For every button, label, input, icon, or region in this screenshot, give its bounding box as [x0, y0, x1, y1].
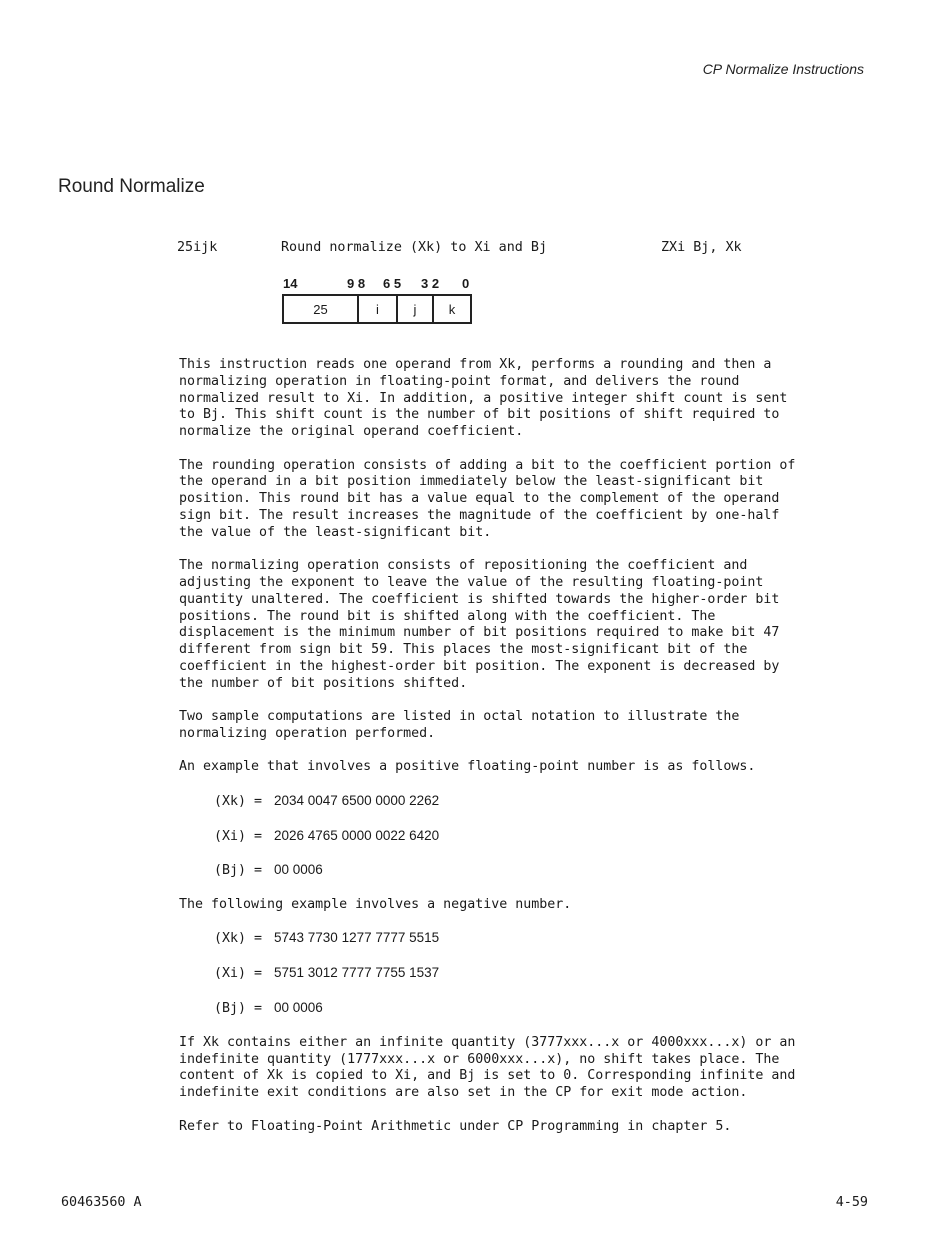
register-value: 00 0006: [274, 1000, 323, 1016]
paragraph-description: This instruction reads one operand from Xk, performs a rounding and then a normalizing operation in floating-point format, and delivers the round normalized result to Xi. In addition, a positive integer shift count is sent to Bj. This shift count is the number of bit positions of shift required to normalize the original operand coefficient.: [179, 357, 788, 440]
document-number: 60463560 A: [61, 1195, 142, 1210]
bit-number: 3 2: [421, 276, 440, 291]
paragraph-positive-example: An example that involves a positive floating-point number is as follows.: [179, 759, 756, 775]
running-header: CP Normalize Instructions: [702, 61, 864, 77]
register-value: 00 0006: [274, 862, 323, 878]
i-field: i: [359, 296, 398, 322]
paragraph-rounding: The rounding operation consists of adding a bit to the coefficient portion of the operand in a bit position immediately below the least-significant bit position. This round bit has a value equal to the complement of the operand sign bit. The result increases the magnitude of the coefficient by one-half the value of the least-significant bit.: [179, 457, 796, 540]
instruction-code: 25ijk: [177, 240, 218, 255]
k-field: k: [448, 301, 456, 317]
example-line: [179, 828, 869, 846]
example-line: [179, 930, 869, 948]
example-positive: [179, 793, 869, 880]
example-line: [179, 1000, 869, 1018]
register-label: (Xk) =: [214, 931, 263, 947]
register-label: (Xi) =: [214, 966, 263, 982]
example-line: [179, 862, 869, 880]
paragraph-infinite-indefinite: If Xk contains either an infinite quantity (3777xxx...x or 4000xxx...x) or an indefinite quantity (1777xxx...x or 6000xxx...x), no shift takes place. The content of Xk is copied to Xi, and Bj is set to 0. Corresponding infinite and indefinite exit conditions are also set in the CP for exit mode action.: [179, 1034, 796, 1101]
paragraph-samples-intro: Two sample computations are listed in octal notation to illustrate the normalizing operation performed.: [179, 709, 740, 741]
register-label: (Bj) =: [214, 1001, 263, 1017]
register-value: 2026 4765 0000 0022 6420: [274, 827, 440, 843]
bit-number: 6 5: [383, 276, 402, 291]
page-number: 4-59: [835, 1195, 868, 1210]
bit-number: 0: [462, 276, 470, 291]
bit-number: 9 8: [347, 276, 366, 291]
paragraph-normalizing: The normalizing operation consists of repositioning the coefficient and adjusting the exponent to leave the value of the resulting floating-point quantity unaltered. The coefficient is shifted towards the higher-order bit positions. The round bit is shifted along with the coefficient. The displacement is the minimum number of bit positions required to make bit 47 different from sign bit 59. This places the most-significant bit of the coefficient in the highest-order bit position. The exponent is decreased by the number of bit positions shifted.: [179, 558, 780, 691]
instruction-description: Round normalize (Xk) to Xi and Bj: [281, 240, 548, 255]
j-field: j: [398, 296, 434, 322]
instruction-syntax: ZXi Bj, Xk: [661, 240, 742, 255]
bit-number: 14: [283, 276, 298, 291]
paragraph-reference: Refer to Floating-Point Arithmetic under CP Programming in chapter 5.: [179, 1118, 732, 1134]
register-value: 5743 7730 1277 7777 5515: [274, 930, 440, 946]
body-text: [179, 357, 869, 1152]
register-label: (Xk) =: [214, 793, 263, 809]
register-label: (Xi) =: [214, 828, 263, 844]
register-value: 2034 0047 6500 0000 2262: [274, 792, 440, 808]
register-value: 5751 3012 7777 7755 1537: [274, 965, 440, 981]
instruction-format-diagram: [282, 294, 472, 324]
example-line: [179, 965, 869, 983]
section-title: Round Normalize: [58, 176, 205, 197]
register-label: (Bj) =: [214, 863, 263, 879]
opcode-field: 25: [284, 296, 359, 322]
paragraph-negative-example: The following example involves a negative number.: [179, 897, 572, 913]
example-line: [179, 793, 869, 811]
example-negative: [179, 930, 869, 1017]
